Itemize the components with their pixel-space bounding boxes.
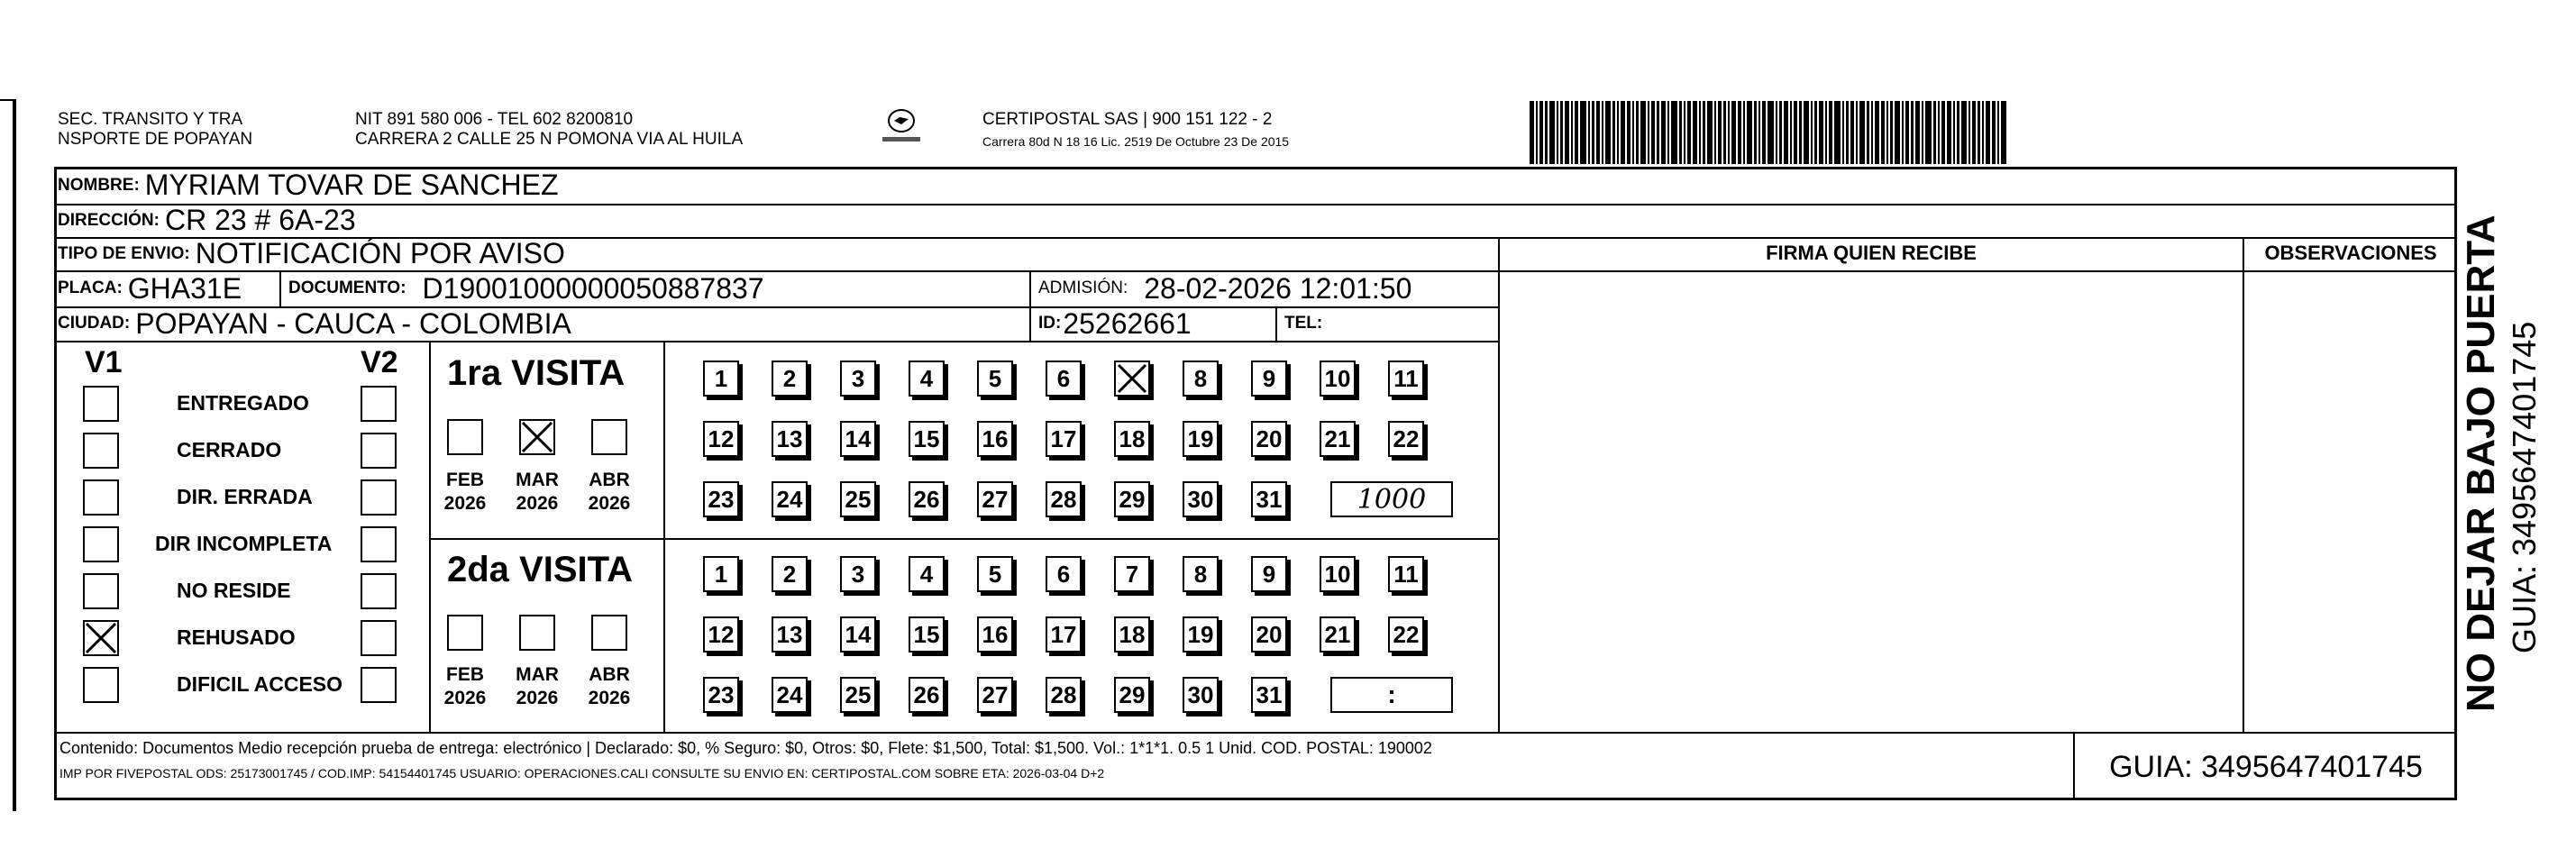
v2-checkbox[interactable]: [361, 433, 397, 469]
visit2-day-box[interactable]: [1183, 556, 1219, 592]
visit2-day-box[interactable]: [909, 677, 945, 713]
visit2-day-box[interactable]: [1114, 556, 1150, 592]
handwritten-time: 1000: [1357, 483, 1427, 516]
plate-cell: [58, 270, 242, 306]
visit2-month-abr-checkbox[interactable]: [591, 615, 627, 651]
v2-checkbox[interactable]: [361, 573, 397, 609]
type-value: NOTIFICACIÓN POR AVISO: [195, 237, 565, 269]
v2-header: V2: [361, 345, 398, 379]
day-number: 28: [1050, 680, 1077, 708]
visit2-day-box[interactable]: [1388, 616, 1424, 653]
visit1-day-box[interactable]: [1046, 361, 1082, 397]
day-number: 29: [1119, 680, 1146, 708]
visit1-day-box[interactable]: [977, 361, 1013, 397]
day-number: 16: [982, 424, 1009, 452]
day-number: 5: [988, 560, 1002, 588]
day-number: 12: [708, 424, 735, 452]
visit2-day-box[interactable]: [1320, 556, 1356, 592]
day-number: 9: [1262, 364, 1276, 392]
visit1-month-mar-checkbox[interactable]: [519, 419, 555, 455]
document-cell: [288, 270, 764, 306]
day-number: 17: [1050, 424, 1077, 452]
day-number: 23: [708, 680, 735, 708]
day-number: 11: [1393, 560, 1419, 588]
visit1-day-box[interactable]: [1320, 421, 1356, 457]
day-number: 14: [845, 424, 872, 452]
visit2-day-box[interactable]: [1251, 677, 1287, 713]
visit1-month-abr-checkbox[interactable]: [591, 419, 627, 455]
sender-nit: NIT 891 580 006 - TEL 602 8200810: [355, 110, 634, 129]
address-label: DIRECCIÓN:: [58, 210, 160, 230]
visit1-day-box[interactable]: [772, 361, 808, 397]
name-label: NOMBRE:: [58, 175, 140, 195]
visit2-day-box[interactable]: [840, 556, 876, 592]
id-value: 25262661: [1063, 306, 1192, 340]
visit1-day-box[interactable]: [772, 421, 808, 457]
footer-imp: IMP POR FIVEPOSTAL ODS: 25173001745 / COD.IMP: 54154401745 USUARIO: OPERACIONES.CALI CONSULTE SU ENVIO EN: CERTIPOSTAL.COM SOBRE ETA: 2026-03-04 D+2: [59, 766, 1105, 780]
plate-label: PLACA:: [58, 278, 123, 297]
id-cell: [1038, 306, 1192, 341]
city-value: POPAYAN - CAUCA - COLOMBIA: [135, 306, 571, 340]
v1-checkbox[interactable]: [83, 433, 119, 469]
visit2-month-feb: FEB 2026: [443, 664, 487, 708]
day-number: 19: [1187, 424, 1214, 452]
day-number: 29: [1119, 485, 1146, 513]
day-number: 31: [1256, 485, 1283, 513]
visit1-day-box[interactable]: [1114, 421, 1150, 457]
visit2-day-box[interactable]: [1046, 616, 1082, 653]
visit2-day-box[interactable]: [840, 616, 876, 653]
visit2-day-box[interactable]: [772, 616, 808, 653]
day-number: 26: [913, 680, 940, 708]
status-option-label: CERRADO: [177, 438, 282, 461]
visit1-day-box[interactable]: [840, 361, 876, 397]
day-number: 15: [913, 424, 940, 452]
visit1-title: 1ra VISITA: [447, 353, 626, 393]
courier-line-2: Carrera 80d N 18 16 Lic. 2519 De Octubre 23 De 2015: [982, 134, 1290, 149]
sender-address: CARRERA 2 CALLE 25 N POMONA VIA AL HUILA: [355, 130, 744, 149]
visit2-time-field[interactable]: [1330, 677, 1453, 713]
day-number: 19: [1187, 620, 1214, 648]
visit1-day-box[interactable]: [1183, 421, 1219, 457]
observations-area[interactable]: [2244, 272, 2457, 732]
visit1-day-box[interactable]: [1183, 361, 1219, 397]
day-number: 25: [845, 485, 872, 513]
visit2-day-box[interactable]: [703, 616, 739, 653]
signature-area[interactable]: [1500, 272, 2243, 732]
day-number: 20: [1256, 620, 1283, 648]
address-value: CR 23 # 6A-23: [164, 204, 356, 236]
day-number: 3: [851, 364, 865, 392]
visit2-day-box[interactable]: [840, 677, 876, 713]
visit1-day-box[interactable]: [909, 361, 945, 397]
day-number: 27: [982, 680, 1009, 708]
day-number: 30: [1187, 485, 1214, 513]
day-x-mark-icon: [1116, 362, 1148, 395]
day-number: 22: [1393, 620, 1420, 648]
visit1-day-box[interactable]: [909, 481, 945, 517]
v2-checkbox[interactable]: [361, 667, 397, 703]
day-number: 6: [1056, 560, 1071, 588]
name-row: [58, 167, 559, 204]
visit2-day-box[interactable]: [977, 677, 1013, 713]
v2-checkbox[interactable]: [361, 526, 397, 562]
day-number: 8: [1193, 560, 1208, 588]
courier-logo-icon: [879, 106, 924, 148]
visit2-day-box[interactable]: [1251, 556, 1287, 592]
day-number: 4: [919, 364, 934, 392]
visit1-day-box[interactable]: [703, 361, 739, 397]
day-number: 11: [1393, 364, 1419, 392]
v1-checkbox[interactable]: [83, 479, 119, 516]
visit1-day-box[interactable]: [977, 481, 1013, 517]
visit1-day-box[interactable]: [840, 421, 876, 457]
day-number: 27: [982, 485, 1009, 513]
observations-header: OBSERVACIONES: [2264, 242, 2437, 264]
visit1-month-mar: MAR 2026: [516, 470, 559, 514]
v1-checkbox[interactable]: [83, 667, 119, 703]
admission-label: ADMISIÓN:: [1038, 278, 1128, 297]
day-number: 24: [776, 485, 803, 513]
visit1-day-box[interactable]: [1251, 421, 1287, 457]
day-number: 14: [845, 620, 872, 648]
day-number: 22: [1393, 424, 1420, 452]
status-option-label: DIR INCOMPLETA: [155, 532, 333, 555]
day-number: 18: [1119, 424, 1146, 452]
v1-checkbox[interactable]: [83, 386, 119, 422]
day-number: 26: [913, 485, 940, 513]
scan-edge-line: [13, 99, 16, 811]
visit1-day-box[interactable]: [1046, 421, 1082, 457]
visit2-day-box[interactable]: [909, 616, 945, 653]
v2-checkbox[interactable]: [361, 479, 397, 516]
visit2-day-box[interactable]: [1046, 677, 1082, 713]
x-mark-icon: [85, 622, 117, 654]
admission-cell: [1038, 270, 1411, 306]
v1-checkbox[interactable]: [83, 526, 119, 562]
scan-edge-tick: [0, 99, 13, 101]
v1-checkbox[interactable]: [83, 573, 119, 609]
id-label: ID:: [1038, 314, 1062, 333]
visit1-month-x-mark-icon: [521, 421, 553, 453]
day-number: 9: [1262, 560, 1276, 588]
visit1-day-box[interactable]: [1388, 361, 1424, 397]
day-number: 23: [708, 485, 735, 513]
visit2-day-box[interactable]: [1183, 677, 1219, 713]
day-number: 1: [714, 560, 728, 588]
visit1-day-box[interactable]: [840, 481, 876, 517]
visit1-day-box[interactable]: [1251, 481, 1287, 517]
day-number: 7: [1125, 560, 1139, 588]
visit2-day-box[interactable]: [1251, 616, 1287, 653]
document-label: DOCUMENTO:: [288, 278, 406, 297]
address-row: [58, 204, 356, 237]
day-number: 15: [913, 620, 940, 648]
visit2-month-abr: ABR 2026: [588, 664, 631, 708]
barcode: [1530, 101, 2251, 164]
side-warning: NO DEJAR BAJO PUERTA: [2459, 214, 2503, 712]
visit2-day-box[interactable]: [1046, 556, 1082, 592]
visit1-time-field[interactable]: [1330, 481, 1453, 517]
guia-box: GUIA: 3495647401745: [2109, 749, 2423, 784]
tel-cell: [1284, 306, 1328, 341]
sender-line-1: SEC. TRANSITO Y TRA: [58, 110, 243, 129]
visit2-day-box[interactable]: [703, 677, 739, 713]
type-label: TIPO DE ENVIO:: [58, 243, 190, 263]
visit2-day-box[interactable]: [1388, 556, 1424, 592]
visit1-month-feb-checkbox[interactable]: [447, 419, 483, 455]
admission-value: 28-02-2026 12:01:50: [1144, 271, 1412, 305]
visit2-day-box[interactable]: [772, 556, 808, 592]
visit1-day-box[interactable]: [1046, 481, 1082, 517]
day-number: 4: [919, 560, 934, 588]
type-row: [58, 237, 565, 270]
visit2-day-box[interactable]: [1183, 616, 1219, 653]
day-number: 3: [851, 560, 865, 588]
day-number: 8: [1193, 364, 1208, 392]
visit1-day-box[interactable]: [1114, 481, 1150, 517]
v2-checkbox[interactable]: [361, 620, 397, 656]
day-number: 30: [1187, 680, 1214, 708]
visit2-day-box[interactable]: [1114, 616, 1150, 653]
day-number: 10: [1324, 364, 1351, 392]
signature-header: FIRMA QUIEN RECIBE: [1766, 242, 1977, 264]
visit2-day-box[interactable]: [1320, 616, 1356, 653]
sender-line-2: NSPORTE DE POPAYAN: [58, 130, 253, 149]
visit1-month-abr: ABR 2026: [588, 470, 631, 514]
document-value: D19001000000050887837: [422, 271, 764, 305]
visit1-day-box[interactable]: [1320, 361, 1356, 397]
tel-label: TEL:: [1284, 314, 1323, 333]
name-value: MYRIAM TOVAR DE SANCHEZ: [144, 169, 559, 201]
visit2-title: 2da VISITA: [447, 550, 633, 589]
visit1-day-box[interactable]: [1251, 361, 1287, 397]
day-number: 1: [714, 364, 728, 392]
day-number: 21: [1324, 620, 1351, 648]
visit2-day-box[interactable]: [977, 616, 1013, 653]
day-number: 2: [782, 364, 797, 392]
visit2-month-feb-checkbox[interactable]: [447, 615, 483, 651]
v1-header: V1: [85, 345, 123, 379]
side-guia: GUIA: 3495647401745: [2506, 321, 2543, 653]
status-option-label: NO RESIDE: [177, 579, 291, 602]
v2-checkbox[interactable]: [361, 386, 397, 422]
visit1-day-box[interactable]: [909, 421, 945, 457]
day-number: 13: [776, 424, 803, 452]
day-number: 10: [1324, 560, 1351, 588]
city-cell: [58, 306, 571, 341]
visit1-day-box[interactable]: [1388, 421, 1424, 457]
day-number: 6: [1056, 364, 1071, 392]
day-number: 18: [1119, 620, 1146, 648]
city-label: CIUDAD:: [58, 314, 131, 333]
visit1-day-box[interactable]: [977, 421, 1013, 457]
status-option-label: ENTREGADO: [177, 391, 309, 415]
visit1-day-box[interactable]: [703, 421, 739, 457]
day-number: 31: [1256, 680, 1283, 708]
v1-checkbox[interactable]: [83, 620, 119, 656]
visit1-month-feb: FEB 2026: [443, 470, 487, 514]
day-number: 25: [845, 680, 872, 708]
day-number: 20: [1256, 424, 1283, 452]
courier-line-1: CERTIPOSTAL SAS | 900 151 122 - 2: [982, 110, 1273, 129]
day-number: 16: [982, 620, 1009, 648]
day-number: 17: [1050, 620, 1077, 648]
status-option-label: DIFICIL ACCESO: [177, 672, 343, 696]
day-number: 24: [776, 680, 803, 708]
status-option-label: REHUSADO: [177, 625, 296, 649]
visit2-day-box[interactable]: [703, 556, 739, 592]
visit2-month-mar: MAR 2026: [516, 664, 559, 708]
day-number: 12: [708, 620, 735, 648]
visit1-day-box[interactable]: [703, 481, 739, 517]
plate-value: GHA31E: [127, 271, 242, 305]
time-placeholder: :: [1387, 680, 1396, 708]
visit1-day-box[interactable]: [772, 481, 808, 517]
day-number: 13: [776, 620, 803, 648]
visit1-day-box[interactable]: [1114, 361, 1150, 397]
day-number: 5: [988, 364, 1002, 392]
visit2-day-box[interactable]: [977, 556, 1013, 592]
visit2-day-box[interactable]: [909, 556, 945, 592]
visit2-day-box[interactable]: [1114, 677, 1150, 713]
visit2-month-mar-checkbox[interactable]: [519, 615, 555, 651]
visit1-day-box[interactable]: [1183, 481, 1219, 517]
status-option-label: DIR. ERRADA: [177, 485, 313, 508]
day-number: 28: [1050, 485, 1077, 513]
day-number: 2: [782, 560, 797, 588]
footer-content: Contenido: Documentos Medio recepción prueba de entrega: electrónico | Declarado: $0, % Seguro: $0, Otros: $0, Flete: $1,500, Total: $1,500. Vol.: 1*1*1. 0.5 1 Unid. COD. POSTAL: 190002: [59, 739, 1432, 757]
day-number: 21: [1324, 424, 1351, 452]
visit2-day-box[interactable]: [772, 677, 808, 713]
